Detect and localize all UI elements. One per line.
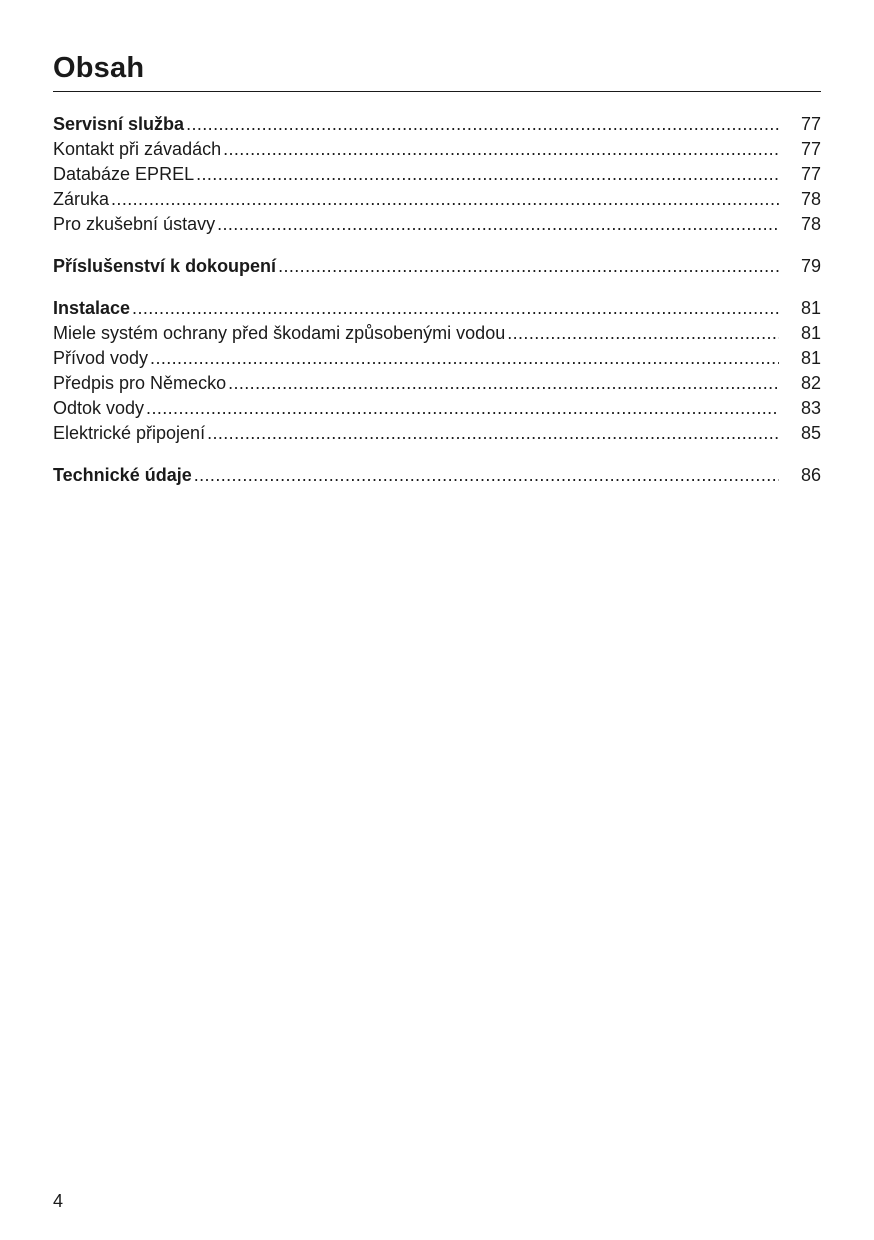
toc-dot-leader — [223, 137, 779, 162]
toc-entry-label: Příslušenství k dokoupení — [53, 256, 277, 276]
toc-entry-label: Záruka — [53, 189, 110, 209]
toc-dot-leader — [207, 421, 779, 446]
toc-entry-page: 86 — [800, 465, 821, 485]
toc-entry[interactable] — [53, 346, 821, 371]
toc-entry[interactable] — [53, 296, 821, 321]
toc-section-service — [53, 112, 821, 237]
toc-section-installation — [53, 296, 821, 446]
toc-entry[interactable] — [53, 112, 821, 137]
toc-dot-leader — [186, 112, 779, 137]
toc-entry-page: 77 — [800, 139, 821, 159]
toc-dot-leader — [194, 463, 779, 488]
toc-entry[interactable] — [53, 137, 821, 162]
toc-dot-leader — [150, 346, 779, 371]
toc-entry[interactable] — [53, 371, 821, 396]
toc-entry-page: 82 — [800, 373, 821, 393]
toc-entry-label: Servisní služba — [53, 114, 185, 134]
toc-entry[interactable] — [53, 162, 821, 187]
toc-entry-label: Technické údaje — [53, 465, 192, 485]
toc-entry-label: Databáze EPREL — [53, 164, 195, 184]
toc-entry[interactable] — [53, 212, 821, 237]
toc-entry-page: 85 — [800, 423, 821, 443]
toc-entry-page: 81 — [800, 323, 821, 343]
toc-entry-page: 81 — [800, 348, 821, 368]
toc-entry-page: 78 — [800, 189, 821, 209]
toc-entry[interactable] — [53, 254, 821, 279]
toc-entry-page: 78 — [800, 214, 821, 234]
toc-entry[interactable] — [53, 421, 821, 446]
toc-entry-label: Odtok vody — [53, 398, 145, 418]
toc-entry[interactable] — [53, 321, 821, 346]
toc-entry[interactable] — [53, 187, 821, 212]
toc-entry-label: Pro zkušební ústavy — [53, 214, 216, 234]
toc-entry-label: Miele systém ochrany před škodami způsobenými vodou — [53, 323, 506, 343]
toc-dot-leader — [217, 212, 779, 237]
toc-entry-label: Předpis pro Německo — [53, 373, 227, 393]
toc-dot-leader — [111, 187, 779, 212]
toc-entry[interactable] — [53, 396, 821, 421]
toc-dot-leader — [228, 371, 779, 396]
page-number: 4 — [53, 1191, 64, 1211]
toc-entry-page: 81 — [800, 298, 821, 318]
toc-section-technical-data — [53, 463, 821, 488]
toc-dot-leader — [278, 254, 779, 279]
toc-entry[interactable] — [53, 463, 821, 488]
toc-entry-label: Kontakt při závadách — [53, 139, 222, 159]
toc-entry-page: 79 — [800, 256, 821, 276]
table-of-contents — [53, 112, 821, 505]
title-divider — [53, 91, 821, 92]
toc-section-accessories — [53, 254, 821, 279]
toc-dot-leader — [132, 296, 779, 321]
toc-dot-leader — [196, 162, 779, 187]
toc-entry-label: Instalace — [53, 298, 131, 318]
toc-entry-page: 83 — [800, 398, 821, 418]
toc-dot-leader — [507, 321, 779, 346]
toc-entry-page: 77 — [800, 164, 821, 184]
page-title: Obsah — [53, 52, 145, 84]
toc-entry-label: Přívod vody — [53, 348, 149, 368]
toc-entry-page: 77 — [800, 114, 821, 134]
toc-entry-label: Elektrické připojení — [53, 423, 206, 443]
toc-dot-leader — [146, 396, 779, 421]
